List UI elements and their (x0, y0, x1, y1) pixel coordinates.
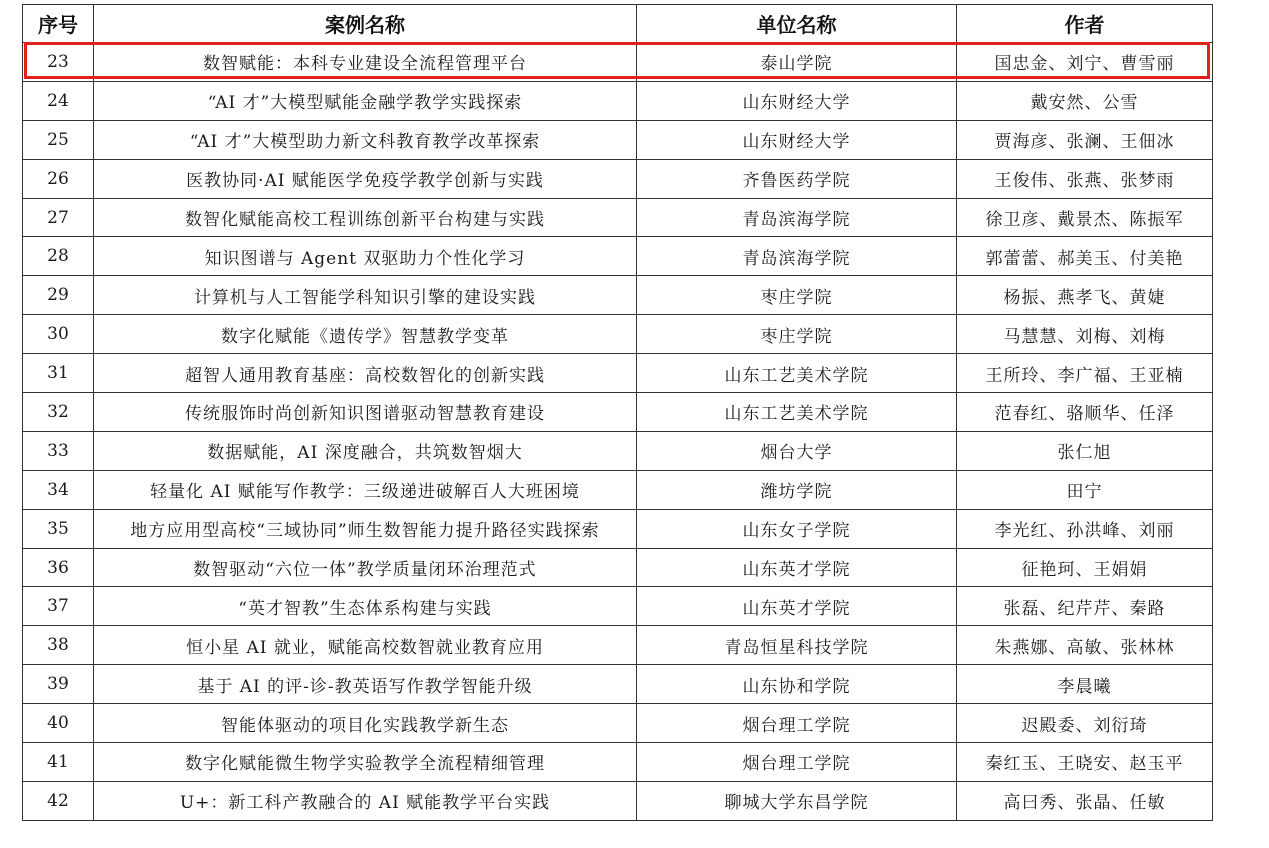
cell-unit-name: 青岛滨海学院 (637, 237, 957, 276)
cell-author: 秦红玉、王晓安、赵玉平 (957, 743, 1213, 782)
table-row (23, 237, 1213, 276)
table-row (23, 354, 1213, 393)
table-row (23, 509, 1213, 548)
table-row (23, 470, 1213, 509)
cell-case-name: 数据赋能，AI 深度融合，共筑数智烟大 (94, 431, 637, 470)
cell-serial-number: 27 (23, 198, 94, 237)
cell-serial-number: 39 (23, 665, 94, 704)
cell-author: 戴安然、公雪 (957, 81, 1213, 120)
cell-serial-number: 32 (23, 393, 94, 432)
table-row (23, 276, 1213, 315)
cell-case-name: 智能体驱动的项目化实践教学新生态 (94, 704, 637, 743)
cell-author: 马慧慧、刘梅、刘梅 (957, 315, 1213, 354)
header-case-name: 案例名称 (94, 5, 637, 43)
cell-case-name: 传统服饰时尚创新知识图谱驱动智慧教育建设 (94, 393, 637, 432)
cell-author: 迟殿委、刘衍琦 (957, 704, 1213, 743)
cell-author: 郭蕾蕾、郝美玉、付美艳 (957, 237, 1213, 276)
cell-serial-number: 26 (23, 159, 94, 198)
cell-case-name: U+：新工科产教融合的 AI 赋能教学平台实践 (94, 781, 637, 820)
case-table (22, 4, 1213, 821)
cell-serial-number: 34 (23, 470, 94, 509)
cell-unit-name: 山东协和学院 (637, 665, 957, 704)
cell-serial-number: 24 (23, 81, 94, 120)
cell-unit-name: 山东财经大学 (637, 81, 957, 120)
cell-author: 国忠金、刘宁、曹雪丽 (957, 43, 1213, 82)
cell-author: 王所玲、李广福、王亚楠 (957, 354, 1213, 393)
table-row (23, 587, 1213, 626)
cell-serial-number: 37 (23, 587, 94, 626)
cell-unit-name: 青岛恒星科技学院 (637, 626, 957, 665)
cell-author: 朱燕娜、高敏、张林林 (957, 626, 1213, 665)
cell-author: 徐卫彦、戴景杰、陈振军 (957, 198, 1213, 237)
cell-author: 李晨曦 (957, 665, 1213, 704)
cell-serial-number: 42 (23, 781, 94, 820)
cell-case-name: 基于 AI 的评-诊-教英语写作教学智能升级 (94, 665, 637, 704)
header-unit-name: 单位名称 (637, 5, 957, 43)
table-row (23, 743, 1213, 782)
cell-case-name: “英才智教”生态体系构建与实践 (94, 587, 637, 626)
table-row-highlighted (23, 43, 1213, 82)
cell-serial-number: 31 (23, 354, 94, 393)
cell-serial-number: 23 (23, 43, 94, 82)
cell-case-name: “AI 才”大模型助力新文科教育教学改革探索 (94, 120, 637, 159)
table-header-row (23, 5, 1213, 43)
cell-case-name: “AI 才”大模型赋能金融学教学实践探索 (94, 81, 637, 120)
cell-unit-name: 齐鲁医药学院 (637, 159, 957, 198)
cell-case-name: 数智化赋能高校工程训练创新平台构建与实践 (94, 198, 637, 237)
cell-serial-number: 29 (23, 276, 94, 315)
header-serial-number: 序号 (23, 5, 94, 43)
cell-unit-name: 青岛滨海学院 (637, 198, 957, 237)
cell-serial-number: 30 (23, 315, 94, 354)
cell-case-name: 数字化赋能微生物学实验教学全流程精细管理 (94, 743, 637, 782)
cell-unit-name: 枣庄学院 (637, 315, 957, 354)
cell-author: 李光红、孙洪峰、刘丽 (957, 509, 1213, 548)
cell-unit-name: 山东财经大学 (637, 120, 957, 159)
cell-serial-number: 28 (23, 237, 94, 276)
table-row (23, 393, 1213, 432)
table-row (23, 548, 1213, 587)
cell-case-name: 轻量化 AI 赋能写作教学：三级递进破解百人大班困境 (94, 470, 637, 509)
cell-serial-number: 38 (23, 626, 94, 665)
table-row (23, 665, 1213, 704)
table-row (23, 781, 1213, 820)
cell-case-name: 数智赋能：本科专业建设全流程管理平台 (94, 43, 637, 82)
cell-unit-name: 聊城大学东昌学院 (637, 781, 957, 820)
cell-unit-name: 泰山学院 (637, 43, 957, 82)
cell-serial-number: 35 (23, 509, 94, 548)
table-row (23, 81, 1213, 120)
cell-author: 征艳珂、王娟娟 (957, 548, 1213, 587)
cell-case-name: 地方应用型高校“三域协同”师生数智能力提升路径实践探索 (94, 509, 637, 548)
cell-case-name: 数字化赋能《遗传学》智慧教学变革 (94, 315, 637, 354)
cell-unit-name: 山东英才学院 (637, 548, 957, 587)
cell-author: 贾海彦、张澜、王佃冰 (957, 120, 1213, 159)
cell-serial-number: 41 (23, 743, 94, 782)
cell-unit-name: 潍坊学院 (637, 470, 957, 509)
cell-case-name: 医教协同·AI 赋能医学免疫学教学创新与实践 (94, 159, 637, 198)
table-row (23, 120, 1213, 159)
table-row (23, 315, 1213, 354)
cell-author: 范春红、骆顺华、任泽 (957, 393, 1213, 432)
table-row (23, 626, 1213, 665)
cell-case-name: 超智人通用教育基座：高校数智化的创新实践 (94, 354, 637, 393)
cell-unit-name: 枣庄学院 (637, 276, 957, 315)
cell-serial-number: 36 (23, 548, 94, 587)
cell-author: 张仁旭 (957, 431, 1213, 470)
table-body (23, 43, 1213, 821)
table-row (23, 704, 1213, 743)
cell-author: 高曰秀、张晶、任敏 (957, 781, 1213, 820)
table-row (23, 159, 1213, 198)
cell-author: 王俊伟、张燕、张梦雨 (957, 159, 1213, 198)
cell-case-name: 计算机与人工智能学科知识引擎的建设实践 (94, 276, 637, 315)
cell-case-name: 知识图谱与 Agent 双驱助力个性化学习 (94, 237, 637, 276)
cell-author: 杨振、燕孝飞、黄婕 (957, 276, 1213, 315)
cell-serial-number: 25 (23, 120, 94, 159)
cell-serial-number: 33 (23, 431, 94, 470)
cell-serial-number: 40 (23, 704, 94, 743)
cell-unit-name: 山东工艺美术学院 (637, 354, 957, 393)
cell-unit-name: 烟台理工学院 (637, 704, 957, 743)
cell-unit-name: 烟台理工学院 (637, 743, 957, 782)
cell-case-name: 数智驱动“六位一体”教学质量闭环治理范式 (94, 548, 637, 587)
table-row (23, 431, 1213, 470)
cell-unit-name: 山东工艺美术学院 (637, 393, 957, 432)
cell-unit-name: 山东女子学院 (637, 509, 957, 548)
cell-unit-name: 烟台大学 (637, 431, 957, 470)
header-author: 作者 (957, 5, 1213, 43)
cell-author: 田宁 (957, 470, 1213, 509)
table-row (23, 198, 1213, 237)
cell-author: 张磊、纪芹芹、秦路 (957, 587, 1213, 626)
cell-unit-name: 山东英才学院 (637, 587, 957, 626)
cell-case-name: 恒小星 AI 就业，赋能高校数智就业教育应用 (94, 626, 637, 665)
